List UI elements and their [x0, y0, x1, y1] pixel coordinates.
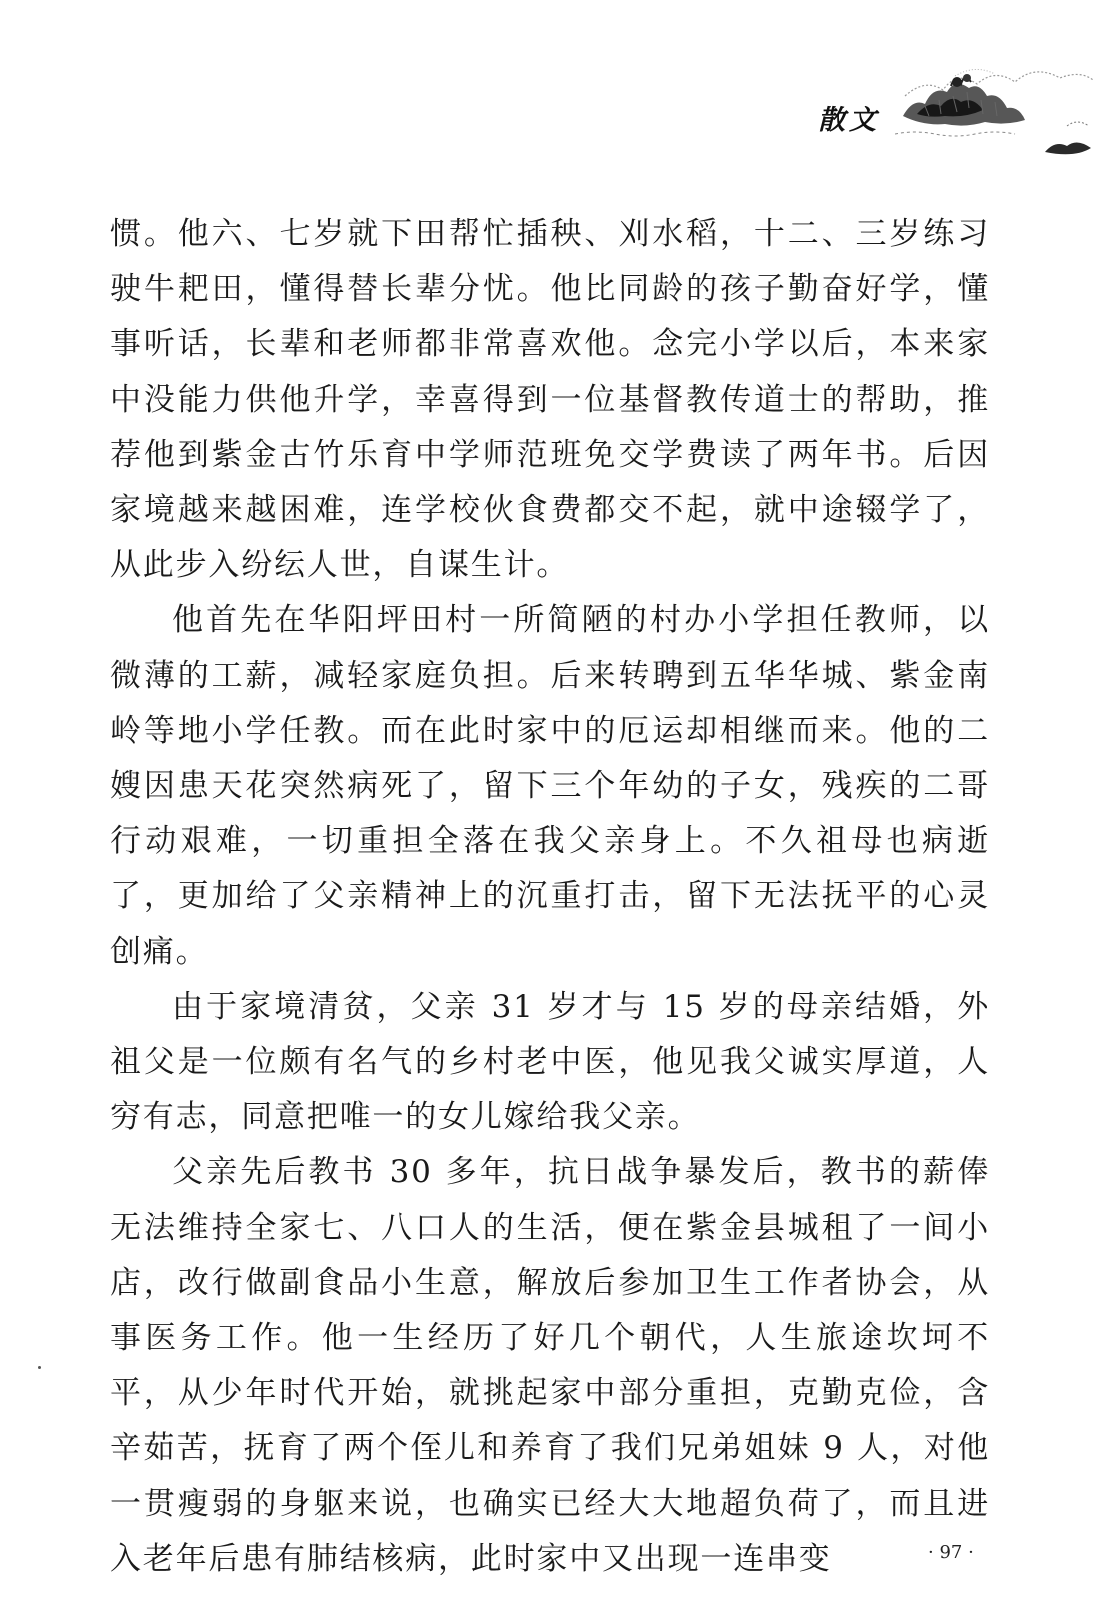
scan-speck: [38, 1366, 41, 1369]
page-header: [0, 0, 1098, 170]
paragraph-2: 他首先在华阳坪田村一所简陋的村办小学担任教师，以微薄的工薪，减轻家庭负担。后来转聘到五华华城、紫金南岭等地小学任教。而在此时家中的厄运却相继而来。他的二嫂因患天花突然病死了，留下三个年幼的子女，残疾的二哥行动艰难，一切重担全落在我父亲身上。不久祖母也病逝了，更加给了父亲精神上的沉重打击，留下无法抚平的心灵创痛。: [110, 602, 990, 970]
page-number: · 97 ·: [928, 1542, 974, 1563]
section-label: 散文: [818, 105, 880, 136]
landscape-painting-icon: [895, 56, 1095, 162]
paragraph-3: 由于家境清贫，父亲 31 岁才与 15 岁的母亲结婚，外祖父是一位颇有名气的乡村老中医，他见我父诚实厚道，人穷有志，同意把唯一的女儿嫁给我父亲。: [110, 988, 990, 1136]
paragraph-4: 父亲先后教书 30 多年，抗日战争暴发后，教书的薪俸无法维持全家七、八口人的生活，便在紫金县城租了一间小店，改行做副食品小生意，解放后参加卫生工作者协会，从事医务工作。他一生经历了好几个朝代，人生旅途坎坷不平，从少年时代开始，就挑起家中部分重担，克勤克俭，含辛茹苦，抚育了两个侄儿和养育了我们兄弟姐妹 9 人，对他一贯瘦弱的身躯来说，也确实已经大大地超负荷了，而且进入老年后患有肺结核病，此时家中又出现一连串变: [110, 1154, 990, 1577]
paragraph-1: 惯。他六、七岁就下田帮忙插秧、刈水稻，十二、三岁练习驶牛耙田，懂得替长辈分忧。他比同龄的孩子勤奋好学，懂事听话，长辈和老师都非常喜欢他。念完小学以后，本来家中没能力供他升学，幸喜得到一位基督教传道士的帮助，推荐他到紫金古竹乐育中学师范班免交学费读了两年书。后因家境越来越困难，连学校伙食费都交不起，就中途辍学了，从此步入纷纭人世，自谋生计。: [110, 216, 990, 584]
body-text: [110, 207, 990, 1587]
